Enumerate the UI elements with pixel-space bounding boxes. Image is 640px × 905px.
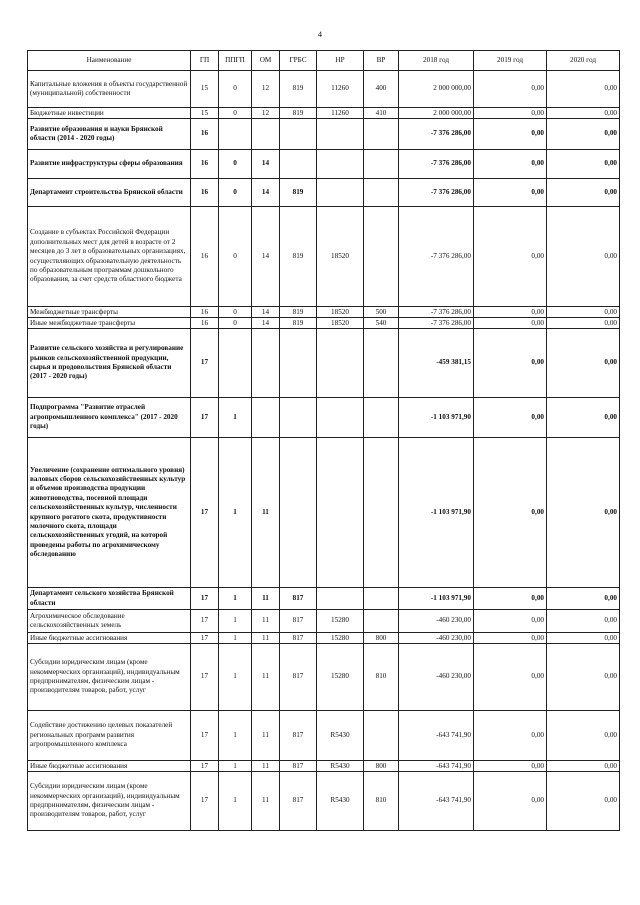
row-2020: 0,00 <box>547 71 620 108</box>
row-nr: R5430 <box>317 761 364 772</box>
row-vr <box>364 610 399 633</box>
table-row <box>28 761 620 772</box>
table-row <box>28 318 620 329</box>
row-gp: 17 <box>191 610 219 633</box>
row-gp: 16 <box>191 318 219 329</box>
row-grbs: 817 <box>280 711 317 761</box>
table-row <box>28 633 620 644</box>
column-header: 2019 год <box>474 51 547 71</box>
row-vr <box>364 119 399 150</box>
row-vr <box>364 711 399 761</box>
row-om: 11 <box>252 438 280 588</box>
row-om: 12 <box>252 71 280 108</box>
row-2019: 0,00 <box>474 108 547 119</box>
row-gp: 17 <box>191 644 219 711</box>
row-2020: 0,00 <box>547 644 620 711</box>
row-gp: 16 <box>191 119 219 150</box>
row-name: Создание в субъектах Российской Федерации дополнительных мест для детей в возрасте от 2 месяцев до 3 лет в образовательных организациях, осуществляющих образовательную деятельность по образовательным программам дошкольного образования, за счет средств областного бюджета <box>28 207 191 307</box>
row-grbs <box>280 150 317 179</box>
row-nr: R5430 <box>317 772 364 831</box>
table-row <box>28 307 620 318</box>
row-2020: 0,00 <box>547 150 620 179</box>
row-grbs <box>280 398 317 438</box>
table-row <box>28 207 620 307</box>
row-2020: 0,00 <box>547 329 620 398</box>
row-nr: 18520 <box>317 207 364 307</box>
row-name: Иные бюджетные ассигнования <box>28 761 191 772</box>
column-header: НР <box>317 51 364 71</box>
row-2019: 0,00 <box>474 329 547 398</box>
row-2018: -460 230,00 <box>399 633 474 644</box>
row-2019: 0,00 <box>474 207 547 307</box>
row-grbs: 817 <box>280 588 317 610</box>
row-ppgp: 1 <box>219 711 252 761</box>
column-header: ОМ <box>252 51 280 71</box>
row-grbs: 819 <box>280 307 317 318</box>
column-header: 2020 год <box>547 51 620 71</box>
row-2018: -1 103 971,90 <box>399 398 474 438</box>
row-om <box>252 329 280 398</box>
column-header: Наименование <box>28 51 191 71</box>
table-header-row <box>28 51 620 71</box>
row-nr: 11260 <box>317 71 364 108</box>
row-2019: 0,00 <box>474 438 547 588</box>
row-name: Иные бюджетные ассигнования <box>28 633 191 644</box>
row-2019: 0,00 <box>474 71 547 108</box>
row-nr <box>317 438 364 588</box>
row-om: 14 <box>252 150 280 179</box>
column-header: 2018 год <box>399 51 474 71</box>
row-2018: -643 741,90 <box>399 761 474 772</box>
row-2019: 0,00 <box>474 711 547 761</box>
row-gp: 17 <box>191 588 219 610</box>
row-2018: -1 103 971,90 <box>399 438 474 588</box>
row-2020: 0,00 <box>547 108 620 119</box>
row-2019: 0,00 <box>474 644 547 711</box>
row-om: 14 <box>252 318 280 329</box>
row-om: 14 <box>252 307 280 318</box>
row-2019: 0,00 <box>474 610 547 633</box>
row-vr <box>364 329 399 398</box>
row-gp: 17 <box>191 772 219 831</box>
row-ppgp <box>219 329 252 398</box>
row-vr: 810 <box>364 644 399 711</box>
row-2020: 0,00 <box>547 179 620 207</box>
row-grbs <box>280 438 317 588</box>
row-2019: 0,00 <box>474 761 547 772</box>
row-vr: 800 <box>364 761 399 772</box>
row-gp: 16 <box>191 307 219 318</box>
row-grbs: 819 <box>280 71 317 108</box>
row-om: 14 <box>252 179 280 207</box>
column-header: ГРБС <box>280 51 317 71</box>
row-2018: 2 000 000,00 <box>399 108 474 119</box>
row-name: Развитие сельского хозяйства и регулирование рынков сельскохозяйственной продукции, сырья и продовольствия Брянской области (2017 - 2020 годы) <box>28 329 191 398</box>
row-vr: 800 <box>364 633 399 644</box>
row-name: Агрохимическое обследование сельскохозяйственных земель <box>28 610 191 633</box>
row-vr <box>364 438 399 588</box>
row-ppgp: 0 <box>219 207 252 307</box>
row-2020: 0,00 <box>547 398 620 438</box>
row-ppgp: 1 <box>219 588 252 610</box>
row-name: Увеличение (сохранение оптимального уровня) валовых сборов сельскохозяйственных культур и объемов производства продукции животноводства, посевной площади сельскохозяйственных культур, численности крупного рогатого скота, продуктивности молочного скота, площади сельскохозяйственных угодий, на которой проведены работы по агрохимическому обследованию <box>28 438 191 588</box>
row-om <box>252 398 280 438</box>
row-nr: R5430 <box>317 711 364 761</box>
row-ppgp: 1 <box>219 772 252 831</box>
row-vr: 410 <box>364 108 399 119</box>
row-gp: 16 <box>191 150 219 179</box>
row-nr <box>317 329 364 398</box>
table-row <box>28 438 620 588</box>
row-ppgp: 0 <box>219 71 252 108</box>
row-name: Субсидии юридическим лицам (кроме некоммерческих организаций), индивидуальным предпринимателям, физическим лицам - производителям товаров, работ, услуг <box>28 644 191 711</box>
row-2020: 0,00 <box>547 318 620 329</box>
row-nr <box>317 588 364 610</box>
row-gp: 17 <box>191 761 219 772</box>
row-ppgp: 0 <box>219 307 252 318</box>
row-om: 12 <box>252 108 280 119</box>
table-row <box>28 588 620 610</box>
row-grbs: 819 <box>280 108 317 119</box>
row-nr: 15280 <box>317 633 364 644</box>
row-om: 11 <box>252 644 280 711</box>
row-name: Капитальные вложения в объекты государственной (муниципальной) собственности <box>28 71 191 108</box>
row-name: Межбюджетные трансферты <box>28 307 191 318</box>
row-name: Департамент сельского хозяйства Брянской области <box>28 588 191 610</box>
row-grbs: 819 <box>280 207 317 307</box>
row-vr: 400 <box>364 71 399 108</box>
row-name: Департамент строительства Брянской области <box>28 179 191 207</box>
column-header: ППГП <box>219 51 252 71</box>
row-nr: 18520 <box>317 318 364 329</box>
row-om: 11 <box>252 588 280 610</box>
row-nr: 11260 <box>317 108 364 119</box>
row-om: 11 <box>252 761 280 772</box>
row-2020: 0,00 <box>547 761 620 772</box>
row-2020: 0,00 <box>547 588 620 610</box>
row-vr: 500 <box>364 307 399 318</box>
row-2018: -7 376 286,00 <box>399 307 474 318</box>
table-row <box>28 398 620 438</box>
row-gp: 17 <box>191 711 219 761</box>
row-ppgp <box>219 119 252 150</box>
row-2019: 0,00 <box>474 588 547 610</box>
row-ppgp: 1 <box>219 633 252 644</box>
row-gp: 17 <box>191 633 219 644</box>
row-2018: -7 376 286,00 <box>399 119 474 150</box>
table-row <box>28 644 620 711</box>
row-grbs: 819 <box>280 318 317 329</box>
row-2020: 0,00 <box>547 711 620 761</box>
table-row <box>28 610 620 633</box>
row-2018: -7 376 286,00 <box>399 318 474 329</box>
row-gp: 15 <box>191 71 219 108</box>
row-name: Развитие инфраструктуры сферы образования <box>28 150 191 179</box>
row-vr <box>364 588 399 610</box>
column-header: ГП <box>191 51 219 71</box>
table-row <box>28 71 620 108</box>
column-header: ВР <box>364 51 399 71</box>
row-grbs: 817 <box>280 644 317 711</box>
row-ppgp: 0 <box>219 150 252 179</box>
row-ppgp: 0 <box>219 108 252 119</box>
table-row <box>28 108 620 119</box>
row-grbs: 817 <box>280 633 317 644</box>
row-om: 11 <box>252 711 280 761</box>
row-2019: 0,00 <box>474 772 547 831</box>
row-nr <box>317 119 364 150</box>
row-2020: 0,00 <box>547 119 620 150</box>
table-row <box>28 179 620 207</box>
row-ppgp: 1 <box>219 398 252 438</box>
row-om <box>252 119 280 150</box>
row-nr: 15280 <box>317 644 364 711</box>
row-name: Субсидии юридическим лицам (кроме некоммерческих организаций), индивидуальным предпринимателям, физическим лицам - производителям товаров, работ, услуг <box>28 772 191 831</box>
row-vr <box>364 398 399 438</box>
row-2019: 0,00 <box>474 119 547 150</box>
row-2020: 0,00 <box>547 307 620 318</box>
row-ppgp: 0 <box>219 318 252 329</box>
row-om: 14 <box>252 207 280 307</box>
row-2019: 0,00 <box>474 318 547 329</box>
table-row <box>28 119 620 150</box>
row-om: 11 <box>252 772 280 831</box>
table-row <box>28 711 620 761</box>
row-gp: 17 <box>191 438 219 588</box>
row-ppgp: 0 <box>219 179 252 207</box>
row-nr <box>317 398 364 438</box>
row-2019: 0,00 <box>474 150 547 179</box>
row-name: Бюджетные инвестиции <box>28 108 191 119</box>
row-2018: -460 230,00 <box>399 610 474 633</box>
row-2018: -7 376 286,00 <box>399 150 474 179</box>
row-2018: -7 376 286,00 <box>399 179 474 207</box>
row-nr <box>317 179 364 207</box>
row-2018: -1 103 971,90 <box>399 588 474 610</box>
row-2018: -460 230,00 <box>399 644 474 711</box>
row-vr <box>364 150 399 179</box>
row-2019: 0,00 <box>474 179 547 207</box>
row-grbs: 819 <box>280 179 317 207</box>
row-om: 11 <box>252 610 280 633</box>
row-2018: -643 741,90 <box>399 772 474 831</box>
row-2018: -459 381,15 <box>399 329 474 398</box>
row-name: Развитие образования и науки Брянской области (2014 - 2020 годы) <box>28 119 191 150</box>
page-number: 4 <box>318 30 322 39</box>
row-2019: 0,00 <box>474 398 547 438</box>
row-ppgp: 1 <box>219 644 252 711</box>
row-2020: 0,00 <box>547 438 620 588</box>
budget-table <box>27 50 620 831</box>
row-name: Иные межбюджетные трансферты <box>28 318 191 329</box>
table-row <box>28 329 620 398</box>
row-2018: 2 000 000,00 <box>399 71 474 108</box>
row-2020: 0,00 <box>547 772 620 831</box>
row-gp: 17 <box>191 329 219 398</box>
row-gp: 15 <box>191 108 219 119</box>
row-gp: 16 <box>191 179 219 207</box>
row-ppgp: 1 <box>219 610 252 633</box>
row-grbs <box>280 329 317 398</box>
row-2020: 0,00 <box>547 610 620 633</box>
row-vr: 540 <box>364 318 399 329</box>
row-grbs: 817 <box>280 761 317 772</box>
row-gp: 17 <box>191 398 219 438</box>
row-gp: 16 <box>191 207 219 307</box>
row-nr: 15280 <box>317 610 364 633</box>
row-grbs: 817 <box>280 772 317 831</box>
row-2020: 0,00 <box>547 207 620 307</box>
row-name: Подпрограмма "Развитие отраслей агропромышленного комплекса" (2017 - 2020 годы) <box>28 398 191 438</box>
table-row <box>28 150 620 179</box>
table-row <box>28 772 620 831</box>
row-vr <box>364 179 399 207</box>
row-nr: 18520 <box>317 307 364 318</box>
row-grbs <box>280 119 317 150</box>
row-vr <box>364 207 399 307</box>
row-grbs: 817 <box>280 610 317 633</box>
row-om: 11 <box>252 633 280 644</box>
row-2018: -643 741,90 <box>399 711 474 761</box>
row-name: Содействие достижению целевых показателей региональных программ развития агропромышленного комплекса <box>28 711 191 761</box>
row-ppgp: 1 <box>219 761 252 772</box>
row-2019: 0,00 <box>474 307 547 318</box>
row-ppgp: 1 <box>219 438 252 588</box>
row-vr: 810 <box>364 772 399 831</box>
row-nr <box>317 150 364 179</box>
row-2018: -7 376 286,00 <box>399 207 474 307</box>
row-2019: 0,00 <box>474 633 547 644</box>
row-2020: 0,00 <box>547 633 620 644</box>
